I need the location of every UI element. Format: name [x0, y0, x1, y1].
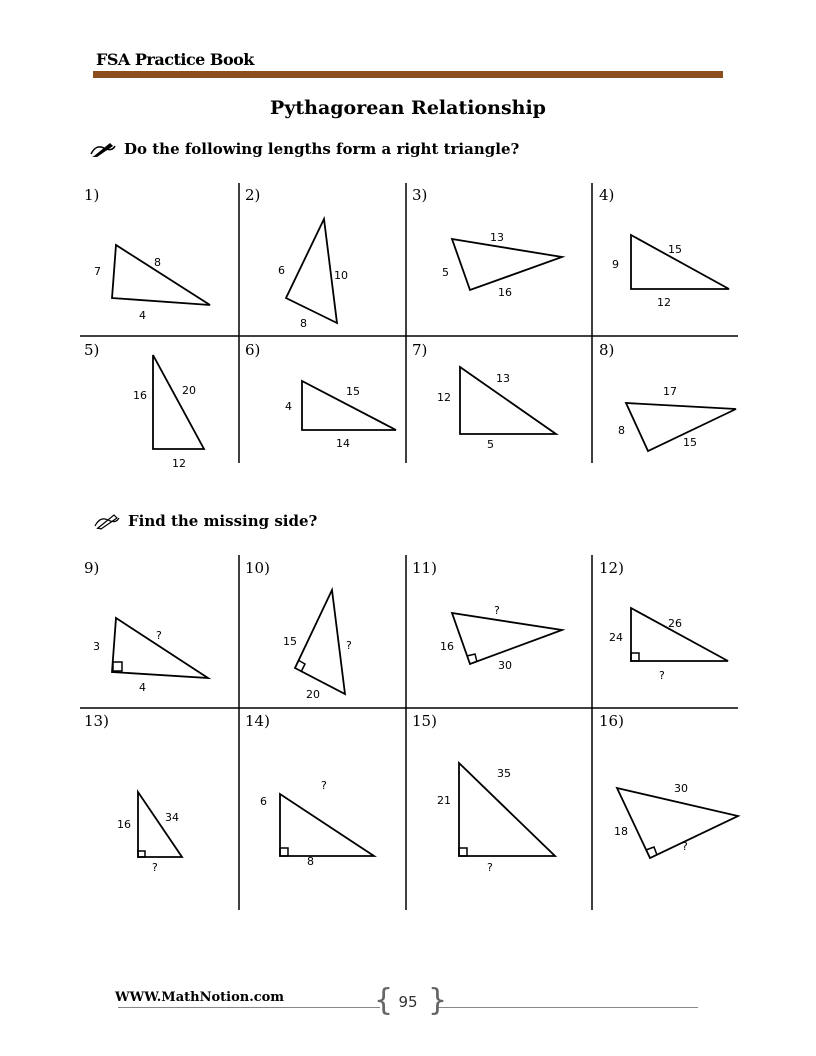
problem-number: 4)	[599, 186, 615, 204]
side-label: 20	[182, 384, 196, 397]
side-label: 30	[498, 659, 512, 672]
side-label: 15	[283, 635, 297, 648]
footer-website: WWW.MathNotion.com	[115, 990, 285, 1005]
problem-number: 9)	[84, 559, 100, 577]
problem-number: 14)	[245, 712, 270, 730]
triangle-9	[112, 618, 208, 678]
triangle-2	[286, 219, 337, 323]
side-label: 8	[154, 256, 161, 269]
side-label: 15	[668, 243, 682, 256]
side-label: 4	[139, 681, 146, 694]
problem-number: 15)	[412, 712, 437, 730]
problem-number: 7)	[412, 341, 428, 359]
side-label: 12	[437, 391, 451, 404]
page-title: Pythagorean Relationship	[270, 97, 546, 119]
side-label: 6	[260, 795, 267, 808]
side-label: ?	[659, 669, 665, 682]
side-label: ?	[346, 639, 352, 652]
side-label: 4	[285, 400, 292, 413]
triangle-10	[295, 590, 345, 694]
side-label: 14	[336, 437, 350, 450]
side-label: 15	[346, 385, 360, 398]
problem-number: 12)	[599, 559, 624, 577]
side-label: 5	[442, 266, 449, 279]
right-brace-icon: }	[428, 983, 448, 1018]
side-label: 16	[498, 286, 512, 299]
side-label: 30	[674, 782, 688, 795]
instruction-2-text: Find the missing side?	[128, 512, 318, 530]
side-label: 3	[93, 640, 100, 653]
side-label: ?	[321, 779, 327, 792]
side-label: 24	[609, 631, 623, 644]
side-label: 13	[490, 231, 504, 244]
footer-rule-left	[118, 1007, 380, 1008]
side-label: 16	[440, 640, 454, 653]
problem-number: 3)	[412, 186, 428, 204]
side-label: 6	[278, 264, 285, 277]
triangle-3	[452, 239, 562, 290]
right-angle-mark	[459, 848, 467, 856]
problem-number: 6)	[245, 341, 261, 359]
problem-number: 16)	[599, 712, 624, 730]
side-label: 26	[668, 617, 682, 630]
triangle-14	[280, 794, 374, 856]
side-label: 18	[614, 825, 628, 838]
side-label: 35	[497, 767, 511, 780]
triangle-16	[617, 788, 738, 858]
book-title: FSA Practice Book	[96, 50, 254, 69]
triangle-5	[153, 355, 204, 449]
side-label: 34	[165, 811, 179, 824]
left-brace-icon: {	[374, 983, 394, 1018]
side-label: 12	[657, 296, 671, 309]
side-label: 12	[172, 457, 186, 470]
problem-number: 11)	[412, 559, 437, 577]
side-label: 8	[300, 317, 307, 330]
triangle-8	[626, 403, 736, 451]
side-label: ?	[156, 629, 162, 642]
side-label: 4	[139, 309, 146, 322]
right-angle-mark	[280, 848, 288, 856]
right-angle-mark	[113, 662, 122, 671]
triangle-1	[112, 245, 210, 305]
side-label: 16	[133, 389, 147, 402]
side-label: ?	[487, 861, 493, 874]
problem-number: 2)	[245, 186, 261, 204]
triangle-13	[138, 792, 182, 857]
problem-number: 10)	[245, 559, 270, 577]
problem-number: 8)	[599, 341, 615, 359]
side-label: 8	[307, 855, 314, 868]
side-label: 16	[117, 818, 131, 831]
page-number: 95	[398, 993, 418, 1011]
side-label: 17	[663, 385, 677, 398]
problem-number: 1)	[84, 186, 100, 204]
footer-rule-right	[438, 1007, 698, 1008]
side-label: 20	[306, 688, 320, 701]
side-label: 5	[487, 438, 494, 451]
side-label: 13	[496, 372, 510, 385]
side-label: ?	[152, 861, 158, 874]
side-label: 10	[334, 269, 348, 282]
side-label: ?	[682, 840, 688, 853]
side-label: 9	[612, 258, 619, 271]
side-label: 21	[437, 794, 451, 807]
instruction-1-text: Do the following lengths form a right triangle?	[124, 140, 520, 158]
side-label: 15	[683, 436, 697, 449]
side-label: 7	[94, 265, 101, 278]
right-angle-mark	[631, 653, 639, 661]
problem-number: 5)	[84, 341, 100, 359]
side-label: 8	[618, 424, 625, 437]
triangle-12	[631, 608, 728, 661]
problem-number: 13)	[84, 712, 109, 730]
side-label: ?	[494, 604, 500, 617]
